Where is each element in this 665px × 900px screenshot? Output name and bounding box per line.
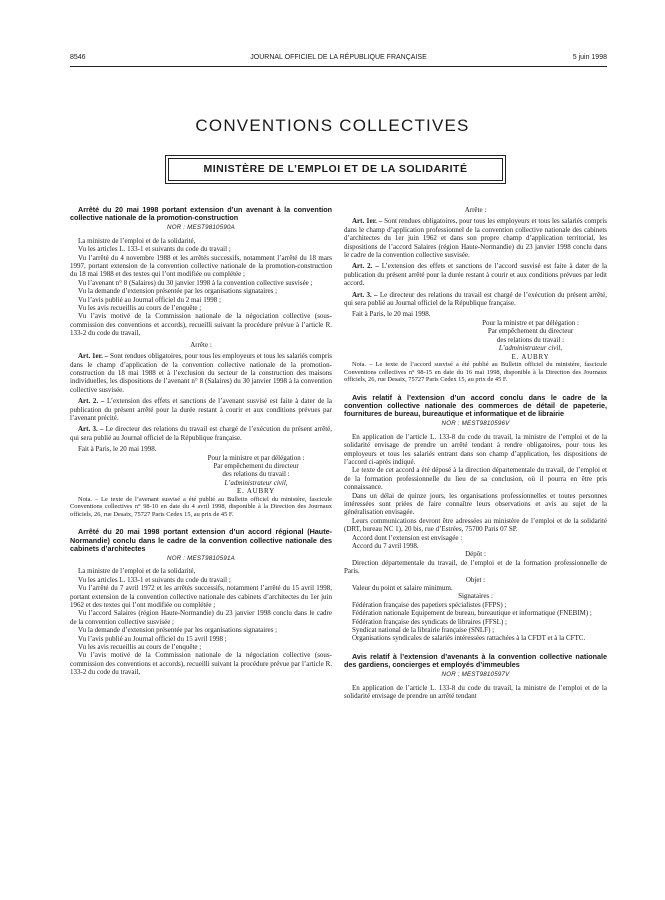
nor-reference: NOR : MEST9810597V: [441, 671, 510, 679]
notice-heading: Signataires :: [458, 592, 493, 601]
notice-item: Fédération française des papetiers spécialistes (FFPS) ;: [352, 600, 507, 609]
nota-note: Nota. – Le texte de l’avenant susvisé a été publié au Bulletin officiel du ministère, fascicule Conventions collectives n° 98-10 en date du 4 avril 1998, disponible à la Direction des Journaux officiels, 26, rue Desaix, 75727 Paris Cedex 15, au prix de 45 F.: [70, 495, 332, 518]
section-title: CONVENTIONS COLLECTIVES: [195, 116, 470, 135]
visa-paragraph: Vu l’avis motivé de la Commission nationale de la négociation collective (sous-commission des conventions et accords), recueilli suivant la procédure prévue par l’article R. 133-2 du code du travail,: [70, 651, 332, 677]
notice-heading: Dépôt :: [465, 550, 486, 559]
page-number: 8546: [70, 54, 86, 61]
notice-item: Organisations syndicales de salariés intéressées rattachées à la CFDT et à la CFTC.: [352, 634, 586, 643]
visa-paragraph: Vu les articles L. 133-1 et suivants du code du travail ;: [78, 245, 231, 254]
visa-paragraph: La ministre de l’emploi et de la solidarité,: [78, 567, 196, 576]
notice-item: Accord du 7 avril 1998.: [352, 541, 419, 550]
notice-item: Fédération nationale Equipement de bureau, bureautique et informatique (FNEBIM) ;: [352, 609, 592, 618]
visa-paragraph: Vu la demande d’extension présentée par les organisations signataires ;: [78, 626, 278, 635]
notice-heading: Objet :: [465, 575, 486, 584]
notice-paragraph: Leurs communications devront être adressées au ministère de l’emploi et de la solidarité (DRT, bureau NC 1), 20 bis, rue d’Estrées, 75700 Paris 07 SP.: [344, 516, 607, 534]
article-3: Art. 3. – Le directeur des relations du travail est chargé de l’exécution du présent arrêté, qui sera publié au Journal officiel de la République française.: [344, 290, 607, 308]
nor-reference: NOR : MEST9810591A: [167, 554, 235, 562]
notice-item: Syndicat national de la librairie française (SNLF) ;: [352, 626, 495, 635]
left-column: [70, 206, 332, 677]
visa-paragraph: Vu l’avis publié au Journal officiel du 2 mai 1998 ;: [78, 295, 221, 304]
visa-paragraph: Vu l’accord Salaires (région Haute-Normandie) du 23 janvier 1998 conclu dans le cadre de la convention collective susvisée ;: [70, 609, 332, 626]
decree-title: Arrêté du 20 mai 1998 portant extension d’un accord régional (Haute-Normandie) conclu dans le cadre de la convention collective nationale des cabinets d’architectes: [70, 527, 332, 553]
visa-paragraph: Vu l’arrêté du 7 avril 1972 et les arrêtés successifs, notamment l’arrêté du 15 avril 1998, portant extension de la convention collective nationale des cabinets d’architectes du 1er juin 1962 et des textes qui l’ont modifiée ou complétée ;: [70, 584, 332, 610]
decree-title: Arrêté du 20 mai 1998 portant extension d’un avenant à la convention collective nationale de la promotion-construction: [70, 205, 332, 223]
article-2: Art. 2. – L’extension des effets et sanctions de l’avenant susvisé est faite à dater de la publication du présent arrêté pour la durée restant à courir et aux conditions prévues par l’avenant précité.: [70, 397, 333, 422]
notice-paragraph: En application de l’article L. 133-8 du code du travail, la ministre de l’emploi et de la solidarité envisage de prendre un arrêté tendant à rendre obligatoires, pour tous les employeurs et tous les salariés entrant dans son champ d’application, les dispositions de l’accord ci-après indiqué.: [344, 432, 607, 466]
notice-item: Fédération française des syndicats de libraires (FFSL) ;: [352, 617, 507, 626]
right-column: [344, 206, 607, 700]
visa-paragraph: Vu l’avis publié au Journal officiel du 15 avril 1998 ;: [78, 634, 227, 643]
notice-paragraph: En application de l’article L. 133-8 du code du travail, la ministre de l’emploi et de la solidarité envisage de prendre un arrêté tendant: [344, 683, 607, 701]
arrete-heading: Arrête :: [464, 206, 487, 214]
notice-title: Avis relatif à l’extension d’avenants à la convention collective nationale des gardiens, concierges et employés d’immeubles: [344, 651, 607, 670]
journal-title: JOURNAL OFFICIEL DE LA RÉPUBLIQUE FRANÇAISE: [250, 54, 427, 61]
notice-paragraph: Le texte de cet accord a été déposé à la direction départementale du travail, de l’emploi et de la formation professionnelle du lieu de sa conclusion, où il pourra en être pris connaissance.: [344, 466, 607, 492]
article-1: Art. 1er. – Sont rendues obligatoires, pour tous les employeurs et tous les salariés compris dans le champ d’application professionnel de la convention collective nationale des cabinets d’architectes du 1er juin 1962 et dans son propre champ d’application territorial, les dispositions de l’accord Salaires (région Haute-Normandie) du 23 janvier 1998 conclu dans le cadre de la convention collective susvisée.: [344, 217, 607, 260]
notice-title: Avis relatif à l’extension d’un accord conclu dans le cadre de la convention collective nationale des commerces de détail de papeterie, fournitures de bureau, bureautique et informatique et de librairie: [344, 392, 607, 419]
notice-item: Accord dont l’extension est envisagée :: [352, 533, 463, 542]
visa-paragraph: Vu les articles L. 133-1 et suivants du code du travail ;: [78, 575, 231, 584]
visa-paragraph: Vu la demande d’extension présentée par les organisations signataires ;: [78, 287, 278, 296]
article-1: Art. 1er. – Sont rendues obligatoires, pour tous les employeurs et tous les salariés compris dans le champ d’application de la convention collective nationale de la promotion-construction du 18 mai 1988 et à l’exclusion du secteur de la construction des maisons individuelles, les dispositions de l’avenant n° 8 (Salaires) du 30 janvier 1998 à la convention collective susvisée.: [70, 352, 332, 394]
nor-reference: NOR : MEST9810590A: [167, 224, 235, 232]
visa-paragraph: Vu l’arrêté du 4 novembre 1988 et les arrêtés successifs, notamment l’arrêté du 18 mars 1997, portant extension de la convention collective nationale de la promotion-construction du 18 mai 1988 et des textes qui l’ont modifiée ou complétée ;: [70, 253, 332, 279]
article-3: Art. 3. – Le directeur des relations du travail est chargé de l’exécution du présent arrêté, qui sera publié au Journal officiel de la République française.: [70, 425, 333, 442]
fait-a-paris: Fait à Paris, le 20 mai 1998.: [352, 310, 431, 319]
running-header: [70, 54, 607, 67]
notice-item: Valeur du point et salaire minimum.: [352, 584, 453, 593]
signature-block: Pour la ministre et par délégation : Par empêchement du directeur des relations du travail : L’administrateur civil, E. AUBRY: [482, 318, 579, 361]
visa-paragraph: Vu l’avis motivé de la Commission nationale de la négociation collective (sous-commission des conventions et accords), recueilli suivant la procédure prévue à l’article R. 133-2 du code du travail,: [70, 312, 332, 338]
notice-paragraph: Dans un délai de quinze jours, les organisations professionnelles et toutes personnes intéressées sont priées de faire connaître leurs observations et avis au sujet de la généralisation envisagée.: [344, 491, 607, 517]
issue-date: 5 juin 1998: [572, 54, 607, 61]
nota-note: Nota. – Le texte de l’accord susvisé a été publié au Bulletin officiel du ministère, fascicule Conventions collectives n° 98-15 en date du 16 mai 1998, disponible à la Direction des Journaux officiels, 26, rue Desaix, 75727 Paris Cedex 15, au prix de 45 F.: [344, 360, 607, 384]
notice-item: Direction départementale du travail, de l’emploi et de la formation professionnelle de Paris.: [344, 558, 607, 576]
ministry-box: MINISTÈRE DE L’EMPLOI ET DE LA SOLIDARITÉ: [168, 158, 503, 181]
visa-paragraph: La ministre de l’emploi et de la solidarité,: [78, 236, 196, 245]
fait-a-paris: Fait à Paris, le 20 mai 1998.: [78, 445, 157, 454]
nor-reference: NOR : MEST9810596V: [441, 420, 510, 428]
signature-block: Pour la ministre et par délégation : Par empêchement du directeur des relations du travail : L’administrateur civil, E. AUBRY: [207, 453, 305, 496]
visa-paragraph: Vu les avis recueillis au cours de l’enquête ;: [78, 643, 202, 652]
visa-paragraph: Vu l’avenant n° 8 (Salaires) du 30 janvier 1998 à la convention collective susvisée ;: [78, 278, 313, 287]
arrete-heading: Arrête :: [190, 340, 212, 349]
article-2: Art. 2. – L’extension des effets et sanctions de l’accord susvisé est faite à dater de la publication du présent arrêté pour la durée restant à courir et aux conditions prévues par ledit accord.: [344, 262, 608, 288]
visa-paragraph: Vu les avis recueillis au cours de l’enquête ;: [78, 304, 202, 313]
